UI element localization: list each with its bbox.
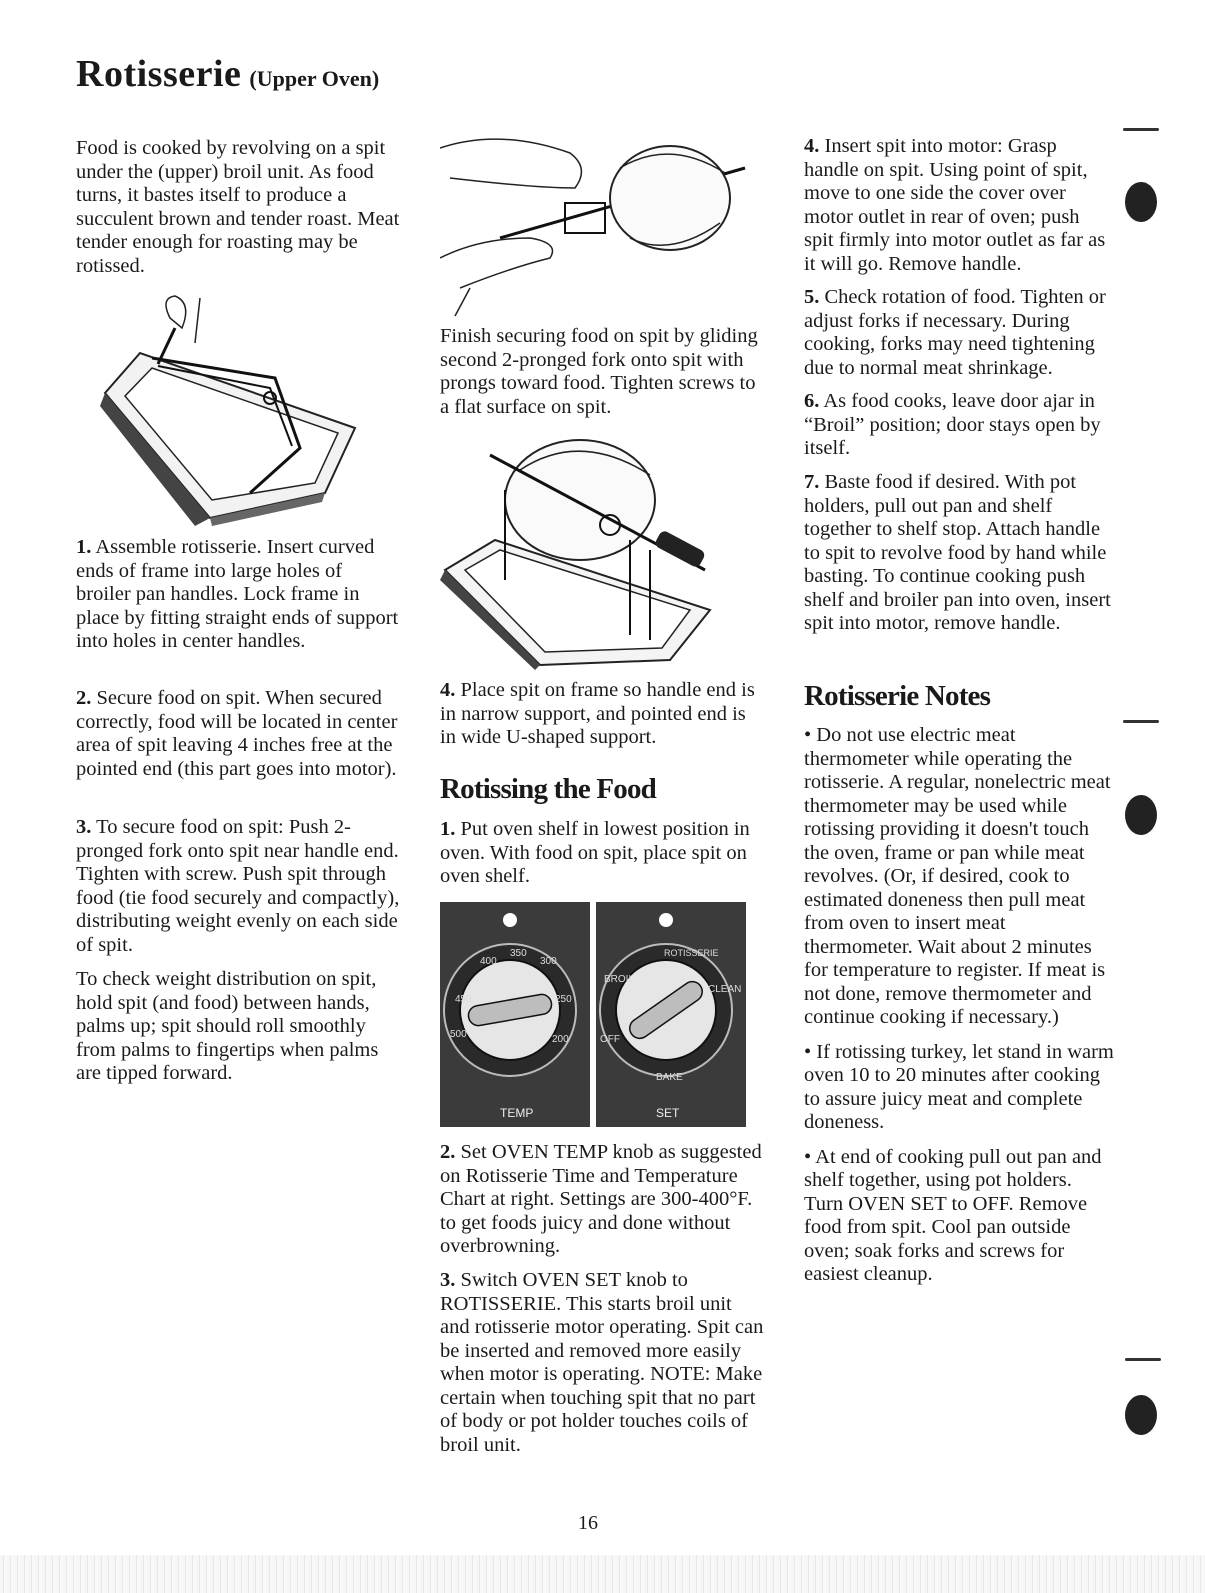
spit-on-frame-illustration: [440, 430, 720, 670]
rotissing-step-2: 2. Set OVEN TEMP knob as suggested on Rotisserie Time and Temperature Chart at right. Settings are 300-400°F. to get foods juicy and done without overbrowning.: [440, 1141, 762, 1257]
weight-distribution-paragraph: To check weight distribution on spit, hold spit (and food) between hands, palms up; spit should roll smoothly from palms to fingertips when palms are tipped forward.: [76, 968, 379, 1084]
note-cleanup: • At end of cooking pull out pan and shelf together, using pot holders. Turn OVEN SET to OFF. Remove food from spit. Cool pan outside oven; soak forks and screws for easiest cleanup.: [804, 1145, 1102, 1285]
intro-paragraph: Food is cooked by revolving on a spit under the (upper) broil unit. As food turns, it bastes itself to produce a succulent brown and tender roast. Meat tender enough for roasting may be rotissed.: [76, 137, 400, 277]
oven-set-dial-photo: [596, 902, 746, 1127]
finish-securing-paragraph: Finish securing food on spit by gliding second 2-pronged fork onto spit with prongs toward food. Tighten screws to a flat surface on spit.: [440, 325, 758, 418]
dial-mark: 400: [480, 956, 497, 967]
title-subtitle: (Upper Oven): [249, 66, 380, 91]
step-5: 5. Check rotation of food. Tighten or adjust forks if necessary. During cooking, forks may need tightening due to normal meat shrinkage.: [804, 286, 1106, 379]
binder-mark: [1125, 1358, 1161, 1361]
step-4-insert-spit: 4. Insert spit into motor: Grasp handle on spit. Using point of spit, move to one side the cover over motor outlet in rear of oven; push spit firmly into motor outlet as far as it will go. Remove handle.: [804, 135, 1106, 275]
step-2: 2. Secure food on spit. When secured correctly, food will be located in center area of spit leaving 4 inches free at the pointed end (this part goes into motor).: [76, 687, 398, 780]
dial-mark: 500: [450, 1029, 467, 1040]
step-6: 6. As food cooks, leave door ajar in “Broil” position; door stays open by itself.: [804, 390, 1101, 459]
rotisserie-notes-heading: Rotisserie Notes: [804, 680, 991, 712]
dial-mark: BROIL: [604, 974, 635, 985]
rotissing-heading: Rotissing the Food: [440, 773, 657, 805]
binder-mark: [1123, 128, 1159, 131]
dial-mark: 250: [555, 994, 572, 1005]
dial-mark: 200: [552, 1034, 569, 1045]
dial-label: TEMP: [500, 1106, 534, 1120]
dial-mark: CLEAN: [708, 984, 742, 995]
note-thermometer: • Do not use electric meat thermometer while operating the rotisserie. A regular, nonelectric meat thermometer may be used while rotissing providing it doesn't touch the oven, frame or pan while meat revolves. (Or, if desired, cook to estimated doneness then pull meat from oven to insert meat thermometer. Wait about 2 minutes for temperature to register. If meat is not done, remove thermometer and continue cooking if necessary.): [804, 724, 1111, 1028]
binder-hole: [1125, 182, 1157, 222]
dial-mark: 350: [510, 948, 527, 959]
dial-mark: ROTISSERIE: [664, 948, 719, 958]
step-4-place-spit: 4. Place spit on frame so handle end is in narrow support, and pointed end is in wide U-shaped support.: [440, 679, 755, 748]
oven-temp-dial-photo: [440, 902, 590, 1127]
step-3: 3. To secure food on spit: Push 2-pronged fork onto spit near handle end. Tighten with screw. Push spit through food (tie food securely and compactly), distributing weight evenly on each side of spit. To check weight distribution on spit, hold spit (and food) between hands, palms up; spit should roll smoothly from palms to fingertips when palms are tipped forward.: [76, 816, 400, 1084]
broiler-pan-frame-illustration: [100, 288, 362, 528]
dial-label: SET: [656, 1106, 680, 1120]
rotisserie-notes: [804, 724, 1114, 1298]
page-title: [76, 52, 379, 96]
spit-fork-illustration: [440, 128, 750, 318]
rotissing-step-3: 3. Switch OVEN SET knob to ROTISSERIE. This starts broil unit and rotisserie motor operating. Spit can be inserted and removed more easily when motor is operating. NOTE: Make certain when touching spit that no part of body or pot holder touches coils of broil unit.: [440, 1269, 764, 1456]
dial-mark: OFF: [600, 1034, 620, 1045]
note-turkey: • If rotissing turkey, let stand in warm oven 10 to 20 minutes after cooking to assure juicy meat and complete doneness.: [804, 1040, 1114, 1133]
page-number: 16: [578, 1512, 598, 1534]
rotissing-step-1: 1. Put oven shelf in lowest position in oven. With food on spit, place spit on oven shelf.: [440, 818, 750, 887]
title-main: Rotisserie: [76, 53, 242, 95]
scan-edge: [0, 1555, 1205, 1593]
dial-mark: 450: [455, 994, 472, 1005]
step-1: 1. Assemble rotisserie. Insert curved ends of frame into large holes of broiler pan handles. Lock frame in place by fitting straight ends of support into holes in center handles.: [76, 536, 399, 652]
binder-hole: [1125, 1395, 1157, 1435]
binder-mark: [1123, 720, 1159, 723]
binder-hole: [1125, 795, 1157, 835]
step-7: 7. Baste food if desired. With pot holders, pull out pan and shelf together to shelf stop. Attach handle to spit to revolve food by hand while basting. To continue cooking push shelf and broiler pan into oven, insert spit into motor, remove handle.: [804, 471, 1111, 634]
dial-mark: BAKE: [656, 1072, 683, 1083]
dial-mark: 300: [540, 956, 557, 967]
